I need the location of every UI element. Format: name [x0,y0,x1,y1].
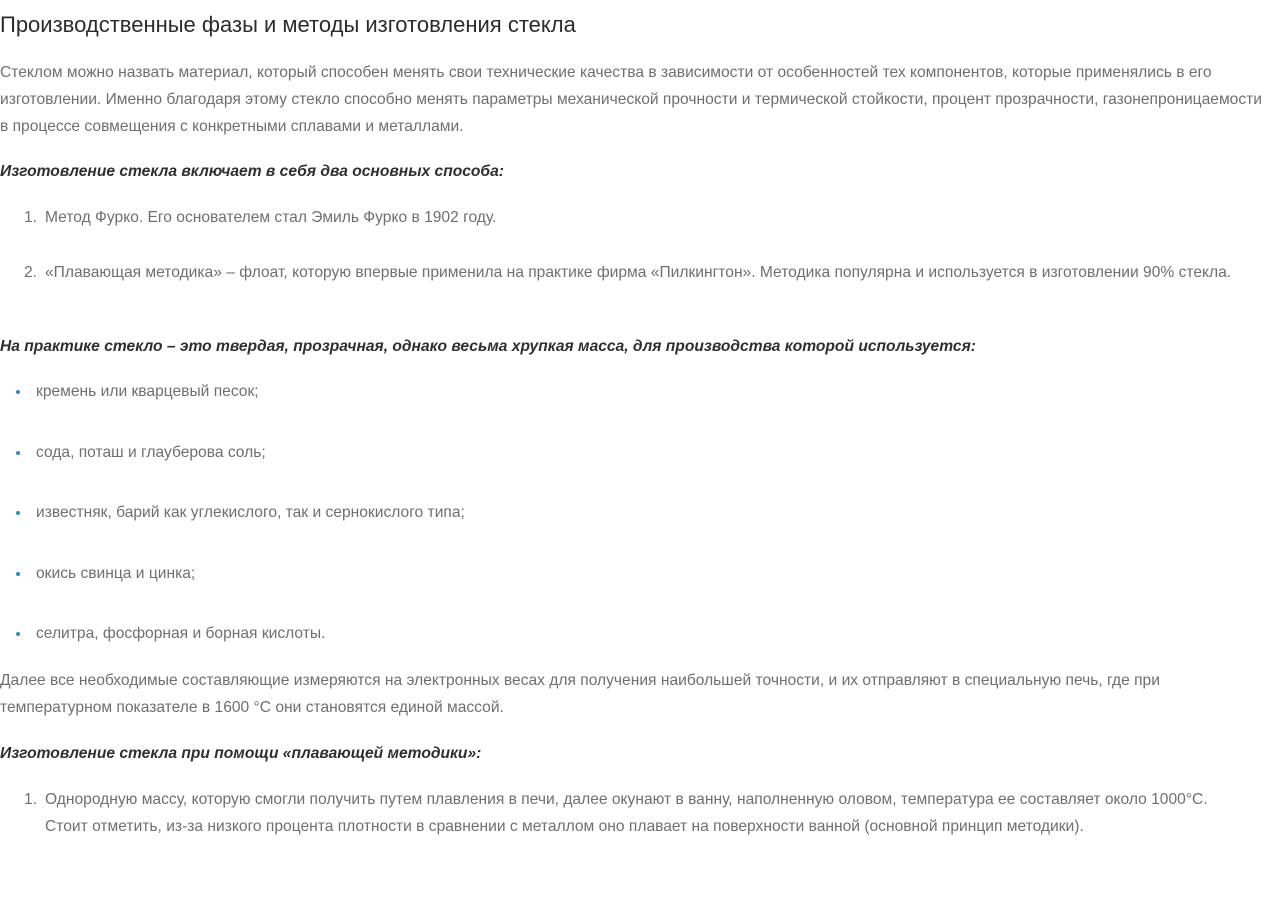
list-number: 1. [24,791,38,808]
methods-lead: Изготовление стекла включает в себя два основных способа: [0,163,504,180]
list-item [24,204,1254,231]
bullet-icon [16,390,20,394]
list-item [16,499,465,526]
list-item-text: известняк, барий как углекислого, так и сернокислого типа; [36,504,465,521]
list-item [24,786,1254,840]
bullet-icon [16,451,20,455]
page-title: Производственные фазы и методы изготовления стекла [0,12,576,37]
bullet-icon [16,572,20,576]
list-item-text: «Плавающая методика» – флоат, которую впервые применила на практике фирма «Пилкингтон». Методика популярна и используется в изготовлении 90% стекла. [45,264,1232,281]
materials-lead: На практике стекло – это твердая, прозрачная, однако весьма хрупкая масса, для производства которой используется: [0,338,976,355]
list-item [24,259,1254,286]
list-item [16,560,195,587]
bullet-icon [16,632,20,636]
list-item-text: Метод Фурко. Его основателем стал Эмиль Фурко в 1902 году. [45,209,497,226]
list-number: 1. [24,209,38,226]
measure-paragraph: Далее все необходимые составляющие измеряются на электронных весах для получения наибольшей точности, и их отправляют в специальную печь, где при температурном показателе в 1600 °С они становятся единой массой. [0,672,1160,716]
float-method-lead: Изготовление стекла при помощи «плавающей методики»: [0,745,482,762]
list-item [16,620,325,647]
bullet-icon [16,511,20,515]
intro-paragraph: Стеклом можно назвать материал, который способен менять свои технические качества в зависимости от особенностей тех компонентов, которые применялись в его изготовлении. Именно благодаря этому стекло способно менять параметры механической прочности и термической стойкости, процент прозрачности, газонепроницаемости в процессе совмещения с конкретными сплавами и металлами. [0,64,1262,135]
list-item-text: селитра, фосфорная и борная кислоты. [36,625,326,642]
list-item [16,439,266,466]
list-item-text: кремень или кварцевый песок; [36,383,259,400]
list-item-text: сода, поташ и глауберова соль; [36,444,266,461]
list-item-text: Однородную массу, которую смогли получить путем плавления в печи, далее окунают в ванну, наполненную оловом, температура ее составляет около 1000°С. Стоит отметить, из-за низкого процента плотности в сравнении с металлом оно плавает на поверхности ванной (основной принцип методики). [45,791,1208,835]
list-item-text: окись свинца и цинка; [36,565,196,582]
list-item [16,378,259,405]
list-number: 2. [24,264,38,281]
